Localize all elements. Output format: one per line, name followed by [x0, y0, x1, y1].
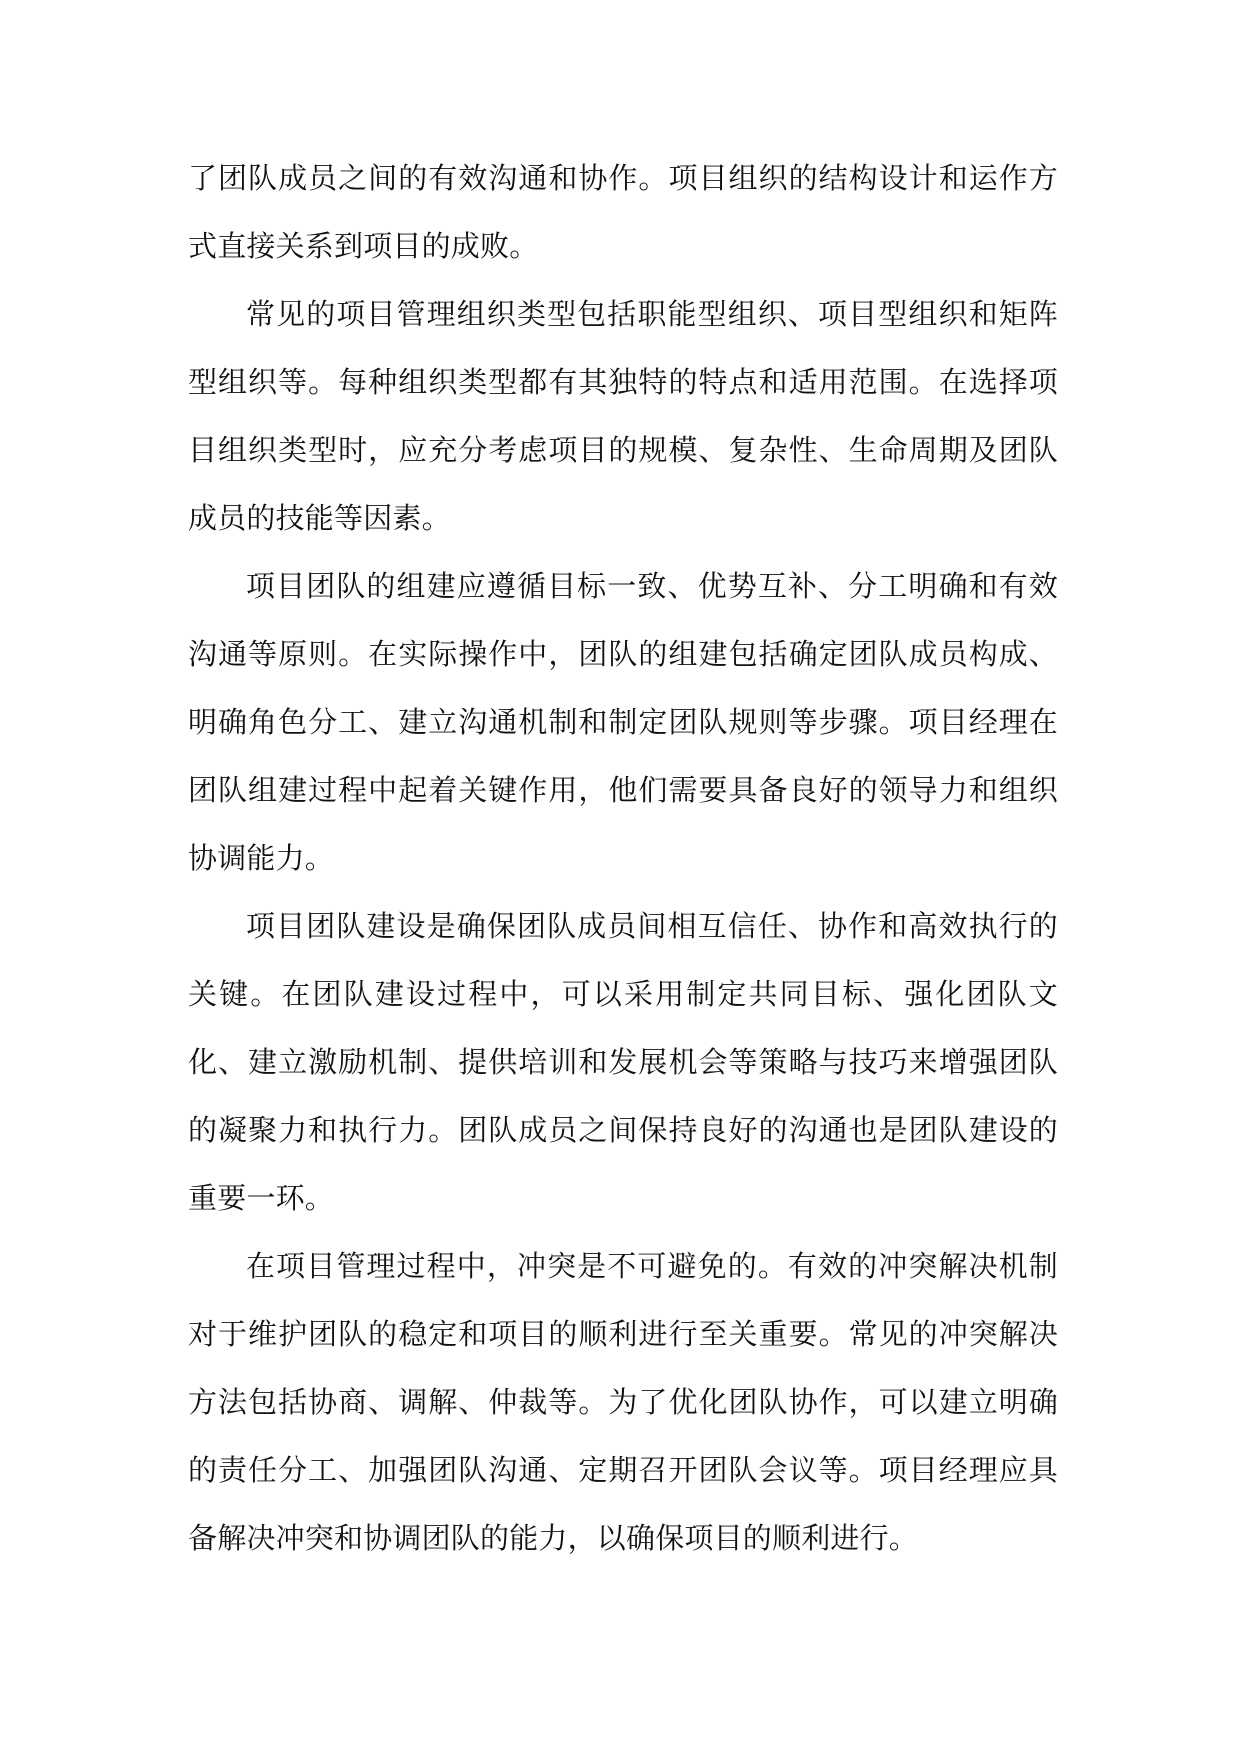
paragraph-conflict-resolution: 在项目管理过程中，冲突是不可避免的。有效的冲突解决机制对于维护团队的稳定和项目的顺利进行至关重要。常见的冲突解决方法包括协商、调解、仲裁等。为了优化团队协作，可以建立明确的责任分工、加强团队沟通、定期召开团队会议等。项目经理应具备解决冲突和协调团队的能力，以确保项目的顺利进行。	[188, 1249, 1058, 1555]
paragraph-team-formation: 项目团队的组建应遵循目标一致、优势互补、分工明确和有效沟通等原则。在实际操作中，团队的组建包括确定团队成员构成、明确角色分工、建立沟通机制和制定团队规则等步骤。项目经理在团队组建过程中起着关键作用，他们需要具备良好的领导力和组织协调能力。	[188, 569, 1058, 875]
paragraph-organization-types: 常见的项目管理组织类型包括职能型组织、项目型组织和矩阵型组织等。每种组织类型都有其独特的特点和适用范围。在选择项目组织类型时，应充分考虑项目的规模、复杂性、生命周期及团队成员的技能等因素。	[188, 297, 1058, 535]
paragraph-continuation: 了团队成员之间的有效沟通和协作。项目组织的结构设计和运作方式直接关系到项目的成败。	[188, 161, 1058, 263]
paragraph-team-building: 项目团队建设是确保团队成员间相互信任、协作和高效执行的关键。在团队建设过程中，可以采用制定共同目标、强化团队文化、建立激励机制、提供培训和发展机会等策略与技巧来增强团队的凝聚力和执行力。团队成员之间保持良好的沟通也是团队建设的重要一环。	[188, 909, 1058, 1215]
document-body	[188, 144, 1058, 1572]
